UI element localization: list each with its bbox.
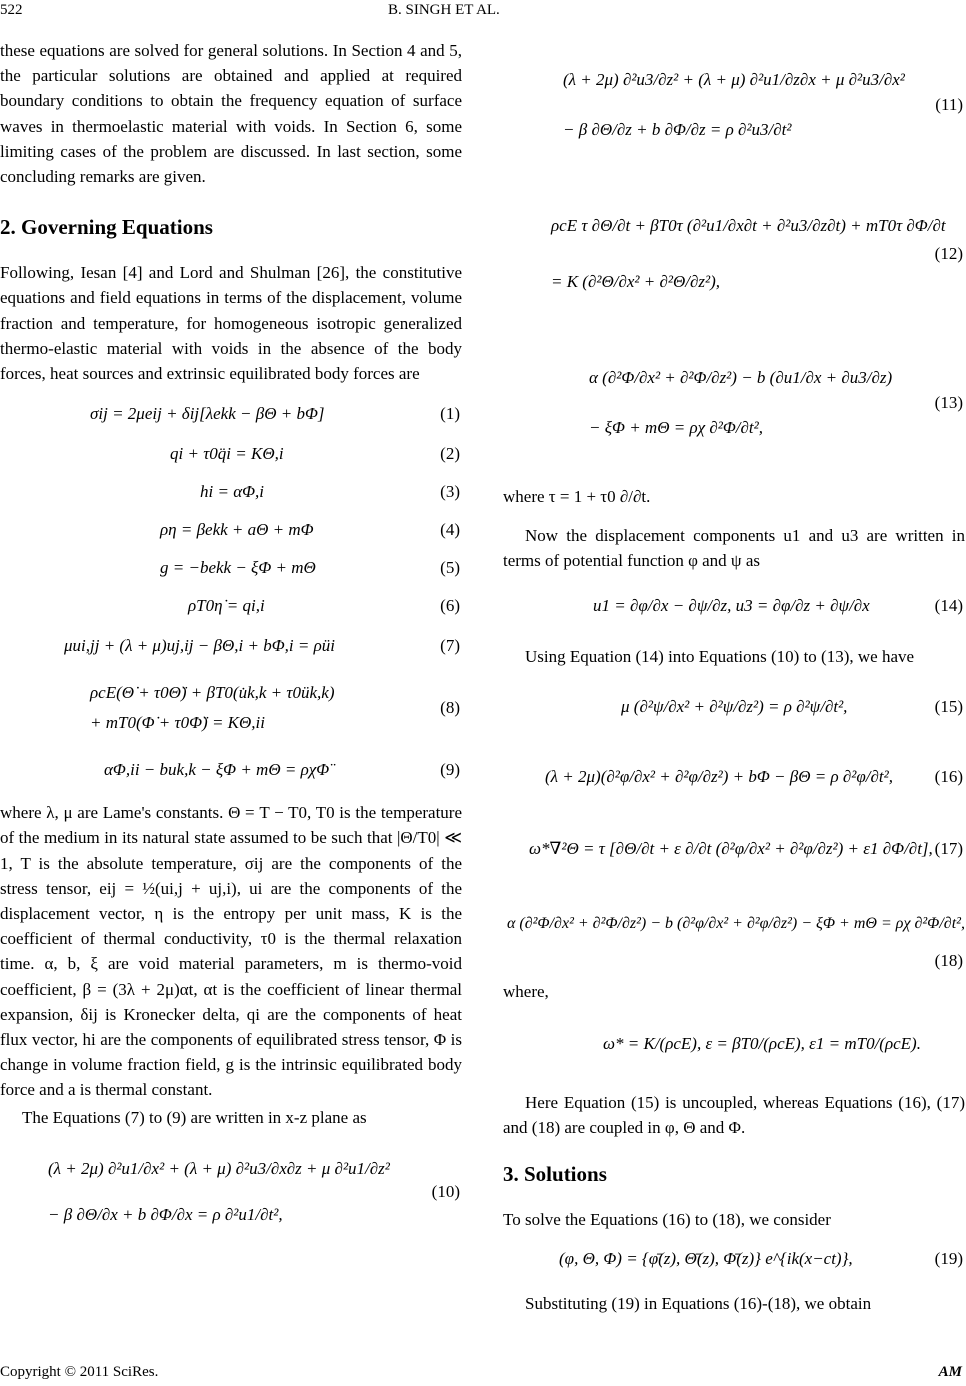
eq5-body: g = −bekk − ξΦ + mΘ — [160, 558, 316, 578]
eq16-number: (16) — [934, 766, 963, 786]
equation-19 — [503, 1249, 965, 1269]
equation-7 — [0, 636, 462, 656]
equation-13 — [503, 348, 965, 458]
displacement-paragraph: Now the displacement components u1 and u3 are written in terms of potential function φ and ψ as — [503, 526, 965, 571]
eq8-line2: + mT0(Φ̇ + τ0Φ̈) = KΘ,ii — [90, 713, 265, 733]
eq18-body: α (∂²Φ/∂x² + ∂²Φ/∂z²) − b (∂²φ/∂x² + ∂²φ/∂z²) − ξΦ + mΘ = ρχ ∂²Φ/∂t², — [507, 914, 965, 932]
eq7-number: (7) — [440, 636, 460, 656]
where-label: where, — [503, 981, 549, 1001]
solve-paragraph: To solve the Equations (16) to (18), we consider — [503, 1210, 831, 1230]
equation-1 — [0, 404, 462, 424]
equation-17 — [503, 839, 965, 859]
eq7-body: μui,jj + (λ + μ)uj,ij − βΘ,i + bΦ,i = ρüi — [64, 636, 335, 656]
eq8-line1: ρcE(Θ̇ + τ0Θ̈) + βT0(u̇k,k + τ0ük,k) — [90, 683, 335, 703]
equation-4 — [0, 520, 462, 540]
eq10-line1: (λ + 2μ) ∂²u1/∂x² + (λ + μ) ∂²u3/∂x∂z + μ ∂²u1/∂z² — [48, 1158, 390, 1178]
section-2-heading: 2. Governing Equations — [0, 215, 213, 240]
equation-8 — [0, 678, 462, 738]
eq3-body: hi = αΦ,i — [200, 482, 265, 502]
eq13-number: (13) — [934, 393, 963, 412]
eq12-line2: = K (∂²Θ/∂x² + ∂²Θ/∂z²), — [551, 272, 721, 291]
eq13-line1: α (∂²Φ/∂x² + ∂²Φ/∂z²) − b (∂u1/∂x + ∂u3/∂z) — [589, 368, 893, 387]
eq19-number: (19) — [934, 1248, 963, 1268]
eq11-number: (11) — [935, 95, 963, 114]
xz-plane-paragraph: The Equations (7) to (9) are written in x-z plane as — [22, 1107, 367, 1127]
equation-6 — [0, 596, 462, 616]
running-title: B. SINGH ET AL. — [388, 2, 500, 18]
eq10-number: (10) — [431, 1181, 460, 1201]
intro-paragraph: these equations are solved for general solutions. In Section 4 and 5, the particular solutions are obtained and applied at required boundary conditions to obtain the frequency equation of surface waves in thermoelastic material with voids. In Section 6, some limiting cases of the problem are discussed. In last section, some concluding remarks are given. — [0, 41, 462, 187]
eq4-body: ρη = βekk + aΘ + mΦ — [160, 520, 314, 540]
eq16-body: (λ + 2μ)(∂²φ/∂x² + ∂²φ/∂z²) + bΦ − βΘ = ρ ∂²φ/∂t², — [545, 766, 893, 786]
where-paragraph: where λ, μ are Lame's constants. Θ = T − T0, T0 is the temperature of the medium in its natural state assumed to be such that |Θ/T0| ≪ 1, T is the absolute temperature, σij are the components of the stress tensor, eij = ½(ui,j + uj,i), ui are the components of the displacement vector, η is the entropy per unit mass, K is the coefficient of thermal conductivity, τ0 is the thermal relaxation time. α, b, ξ are void material parameters, m is thermo-void coefficient, β = (3λ + 2μ)αt, αt is the coefficient of linear thermal expansion, δij is Kronecker delta, qi are the components of heat flux vector, hi are the components of equilibrated stress tensor, Φ is change in volume fraction field, g is the intrinsic equilibrated body force and a is thermal constant. — [0, 803, 462, 1100]
substituting-paragraph: Substituting (19) in Equations (16)-(18), we obtain — [525, 1293, 872, 1313]
copyright-footer: Copyright © 2011 SciRes. — [0, 1364, 159, 1380]
eq12-number: (12) — [934, 244, 963, 263]
following-paragraph: Following, Iesan [4] and Lord and Shulman [26], the constitutive equations and field equations in terms of the displacement, volume fraction and temperature, for homogeneous isotropic generalized thermo-elastic material with voids in the absence of the body forces, heat sources and extrinsic equilibrated body forces are — [0, 263, 462, 384]
eq9-number: (9) — [440, 760, 460, 780]
eq5-number: (5) — [440, 558, 460, 578]
where-tau-text: where τ = 1 + τ0 ∂/∂t. — [503, 487, 651, 506]
page-number: 522 — [0, 2, 23, 18]
eq8-number: (8) — [440, 698, 460, 718]
eq17-body: ω*∇²Θ = τ [∂Θ/∂t + ε ∂/∂t (∂²φ/∂x² + ∂²φ/∂z²) + ε1 ∂Φ/∂t], — [529, 838, 933, 858]
eq3-number: (3) — [440, 482, 460, 502]
eq19-body: (φ, Θ, Φ) = {φ̄(z), Θ̄(z), Φ̄(z)} e^{ik(x−ct)}, — [559, 1248, 853, 1268]
journal-footer: AM — [938, 1364, 962, 1380]
equation-12 — [503, 198, 965, 310]
eq4-number: (4) — [440, 520, 460, 540]
eq14-number: (14) — [934, 595, 963, 615]
equation-3 — [0, 482, 462, 502]
equation-15 — [503, 697, 965, 717]
eq1-number: (1) — [440, 404, 460, 424]
eq11-line2: − β ∂Θ/∂z + b ∂Φ/∂z = ρ ∂²u3/∂t² — [563, 120, 792, 139]
eq2-body: qi + τ0q̈i = KΘ,i — [170, 444, 284, 464]
eq11-line1: (λ + 2μ) ∂²u3/∂z² + (λ + μ) ∂²u1/∂z∂x + μ ∂²u3/∂x² — [563, 70, 905, 89]
eq6-number: (6) — [440, 596, 460, 616]
equation-18 — [503, 915, 965, 933]
eq15-body: μ (∂²ψ/∂x² + ∂²ψ/∂z²) = ρ ∂²ψ/∂t², — [621, 696, 848, 716]
equation-14 — [503, 596, 965, 616]
eq12-line1: ρcE τ ∂Θ/∂t + βT0τ (∂²u1/∂x∂t + ∂²u3/∂z∂t) + mT0τ ∂Φ/∂t — [551, 216, 946, 235]
eq14-body: u1 = ∂φ/∂x − ∂ψ/∂z, u3 = ∂φ/∂z + ∂ψ/∂x — [593, 595, 870, 615]
here-paragraph: Here Equation (15) is uncoupled, whereas Equations (16), (17) and (18) are coupled in φ, Θ and Φ. — [503, 1093, 965, 1138]
section-3-heading: 3. Solutions — [503, 1162, 607, 1187]
equation-9 — [0, 760, 462, 780]
using-paragraph: Using Equation (14) into Equations (10) to (13), we have — [525, 646, 915, 666]
eq18-number: (18) — [934, 950, 963, 970]
eq10-line2: − β ∂Θ/∂x + b ∂Φ/∂x = ρ ∂²u1/∂t², — [48, 1204, 283, 1224]
equation-10 — [0, 1148, 462, 1236]
eq17-number: (17) — [934, 838, 963, 858]
right-column — [503, 38, 965, 1316]
equation-16 — [503, 767, 965, 787]
eq13-line2: − ξΦ + mΘ = ρχ ∂²Φ/∂t², — [589, 418, 763, 437]
eq2-number: (2) — [440, 444, 460, 464]
eq15-number: (15) — [934, 696, 963, 716]
equation-5 — [0, 558, 462, 578]
constants-definition: ω* = K/(ρcE), ε = βT0/(ρcE), ε1 = mT0/(ρcE). — [603, 1034, 921, 1054]
eq1-body: σij = 2μeij + δij[λekk − βΘ + bΦ] — [90, 404, 325, 424]
left-column — [0, 38, 462, 1236]
eq6-body: ρT0η̇ = qi,i — [188, 596, 265, 616]
equation-11 — [503, 50, 965, 160]
eq9-body: αΦ,ii − buk,k − ξΦ + mΘ = ρχΦ̈ — [104, 760, 330, 780]
equation-2 — [0, 444, 462, 464]
